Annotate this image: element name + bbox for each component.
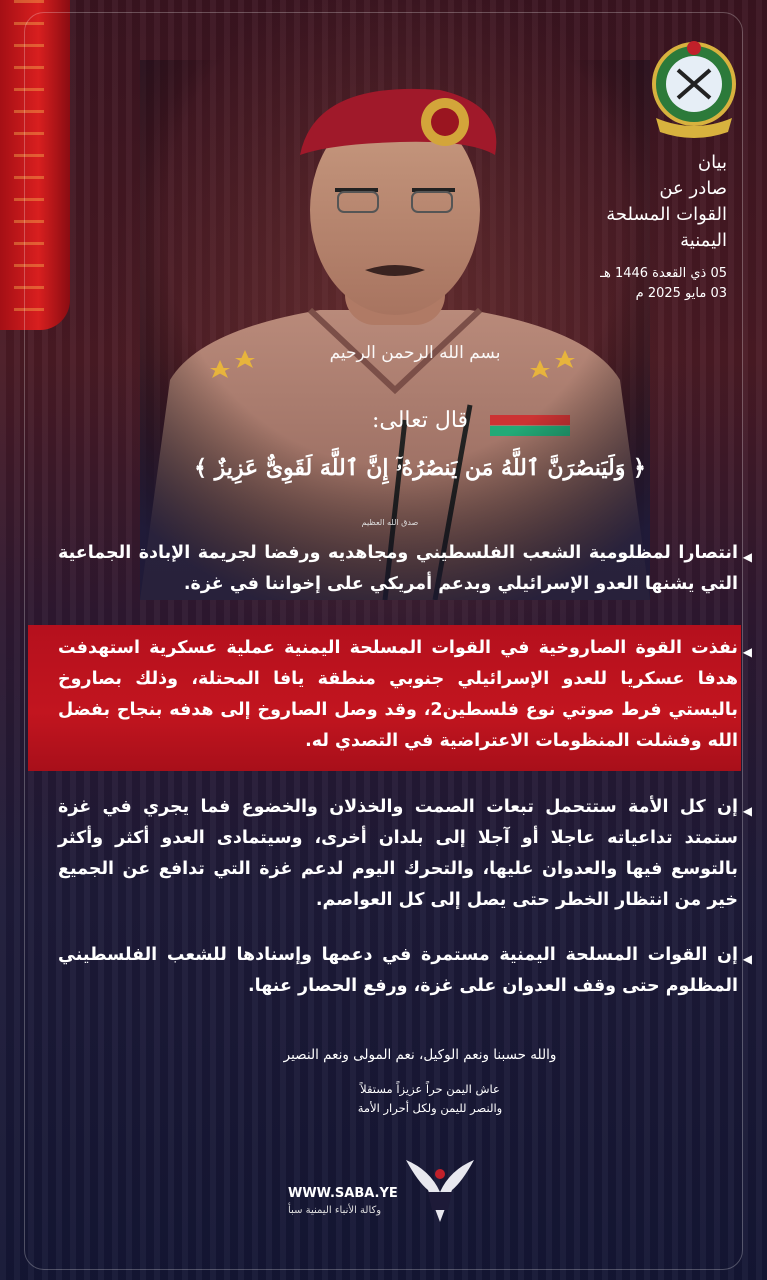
bullet-triangle-icon: ◀ [742,645,752,659]
statement-paragraph [58,538,752,600]
header-title-line: صادر عن [659,178,727,199]
basmala: بسم الله الرحمن الرحيم [329,343,501,363]
date-gregorian: 03 مايو 2025 م [635,286,727,301]
statement-header [600,150,727,304]
closing-line: عاش اليمن حراً عزيزاً مستقلاً [360,1082,500,1096]
header-title-line: اليمنية [680,230,727,251]
bullet-triangle-icon: ◀ [742,952,752,966]
saba-logo-icon [400,1152,480,1224]
saba-website: WWW.SABA.YE [288,1186,398,1201]
header-title-line: القوات المسلحة [606,204,727,225]
statement-paragraph [58,792,752,916]
bullet-triangle-icon: ◀ [742,804,752,818]
paragraph-text: إن كل الأمة ستتحمل تبعات الصمت والخذلان والخضوع فما يجري في غزة ستمتد تداعياته عاجلا أو آجلا إلى بلدان أخرى، وسيتمادى العدو أكثر وأكثر بالتوسع فيها والعدوان عليها، والتحرك اليوم لدعم غزة التي تدافع عن الجميع خير من انتظار الخطر حتى يصل إلى كل العواصم. [58,797,738,910]
closing-line: والله حسبنا ونعم الوكيل، نعم المولى ونعم النصير [283,1047,557,1063]
date-hijri: 05 ذي القعدة 1446 هـ [600,266,727,281]
bullet-triangle-icon: ◀ [742,550,752,564]
statement-paragraph [58,940,752,1002]
paragraph-text: إن القوات المسلحة اليمنية مستمرة في دعمها وإسنادها للشعب الفلسطيني المظلوم حتى وقف العدوان على غزة، ورفع الحصار عنها. [58,945,738,996]
quote-intro: قال تعالى: [371,408,469,433]
saba-agency-name: وكالة الأنباء اليمنية سبأ [288,1205,382,1216]
verse-attribution: صدق الله العظيم [361,518,419,527]
armed-forces-emblem-icon [648,34,740,144]
paragraph-text: انتصارا لمظلومية الشعب الفلسطيني ومجاهديه ورفضا لجريمة الإبادة الجماعية التي يشنها العدو الإسرائيلي وبدعم أمريكي على إخواننا في غزة. [58,543,738,594]
quran-verse: ﴿ وَلَيَنصُرَنَّ ٱللَّهُ مَن يَنصُرُهُۥٓ إِنَّ ٱللَّهَ لَقَوِىٌّ عَزِيزٌ ﴾ [194,455,646,481]
closing-line: والنصر لليمن ولكل أحرار الأمة [357,1101,503,1115]
statement-paragraph-highlighted [58,633,752,757]
header-title-line: بيان [697,152,727,173]
paragraph-text: نفذت القوة الصاروخية في القوات المسلحة اليمنية عملية عسكرية استهدفت هدفا عسكريا للعدو الإسرائيلي جنوبي منطقة يافا المحتلة، وذلك بصاروخ باليستي فرط صوتي نوع فلسطين2، وقد وصل الصاروخ إلى هدفه بنجاح بفضل الله وفشلت المنظومات الاعتراضية في التصدي له. [58,638,738,751]
